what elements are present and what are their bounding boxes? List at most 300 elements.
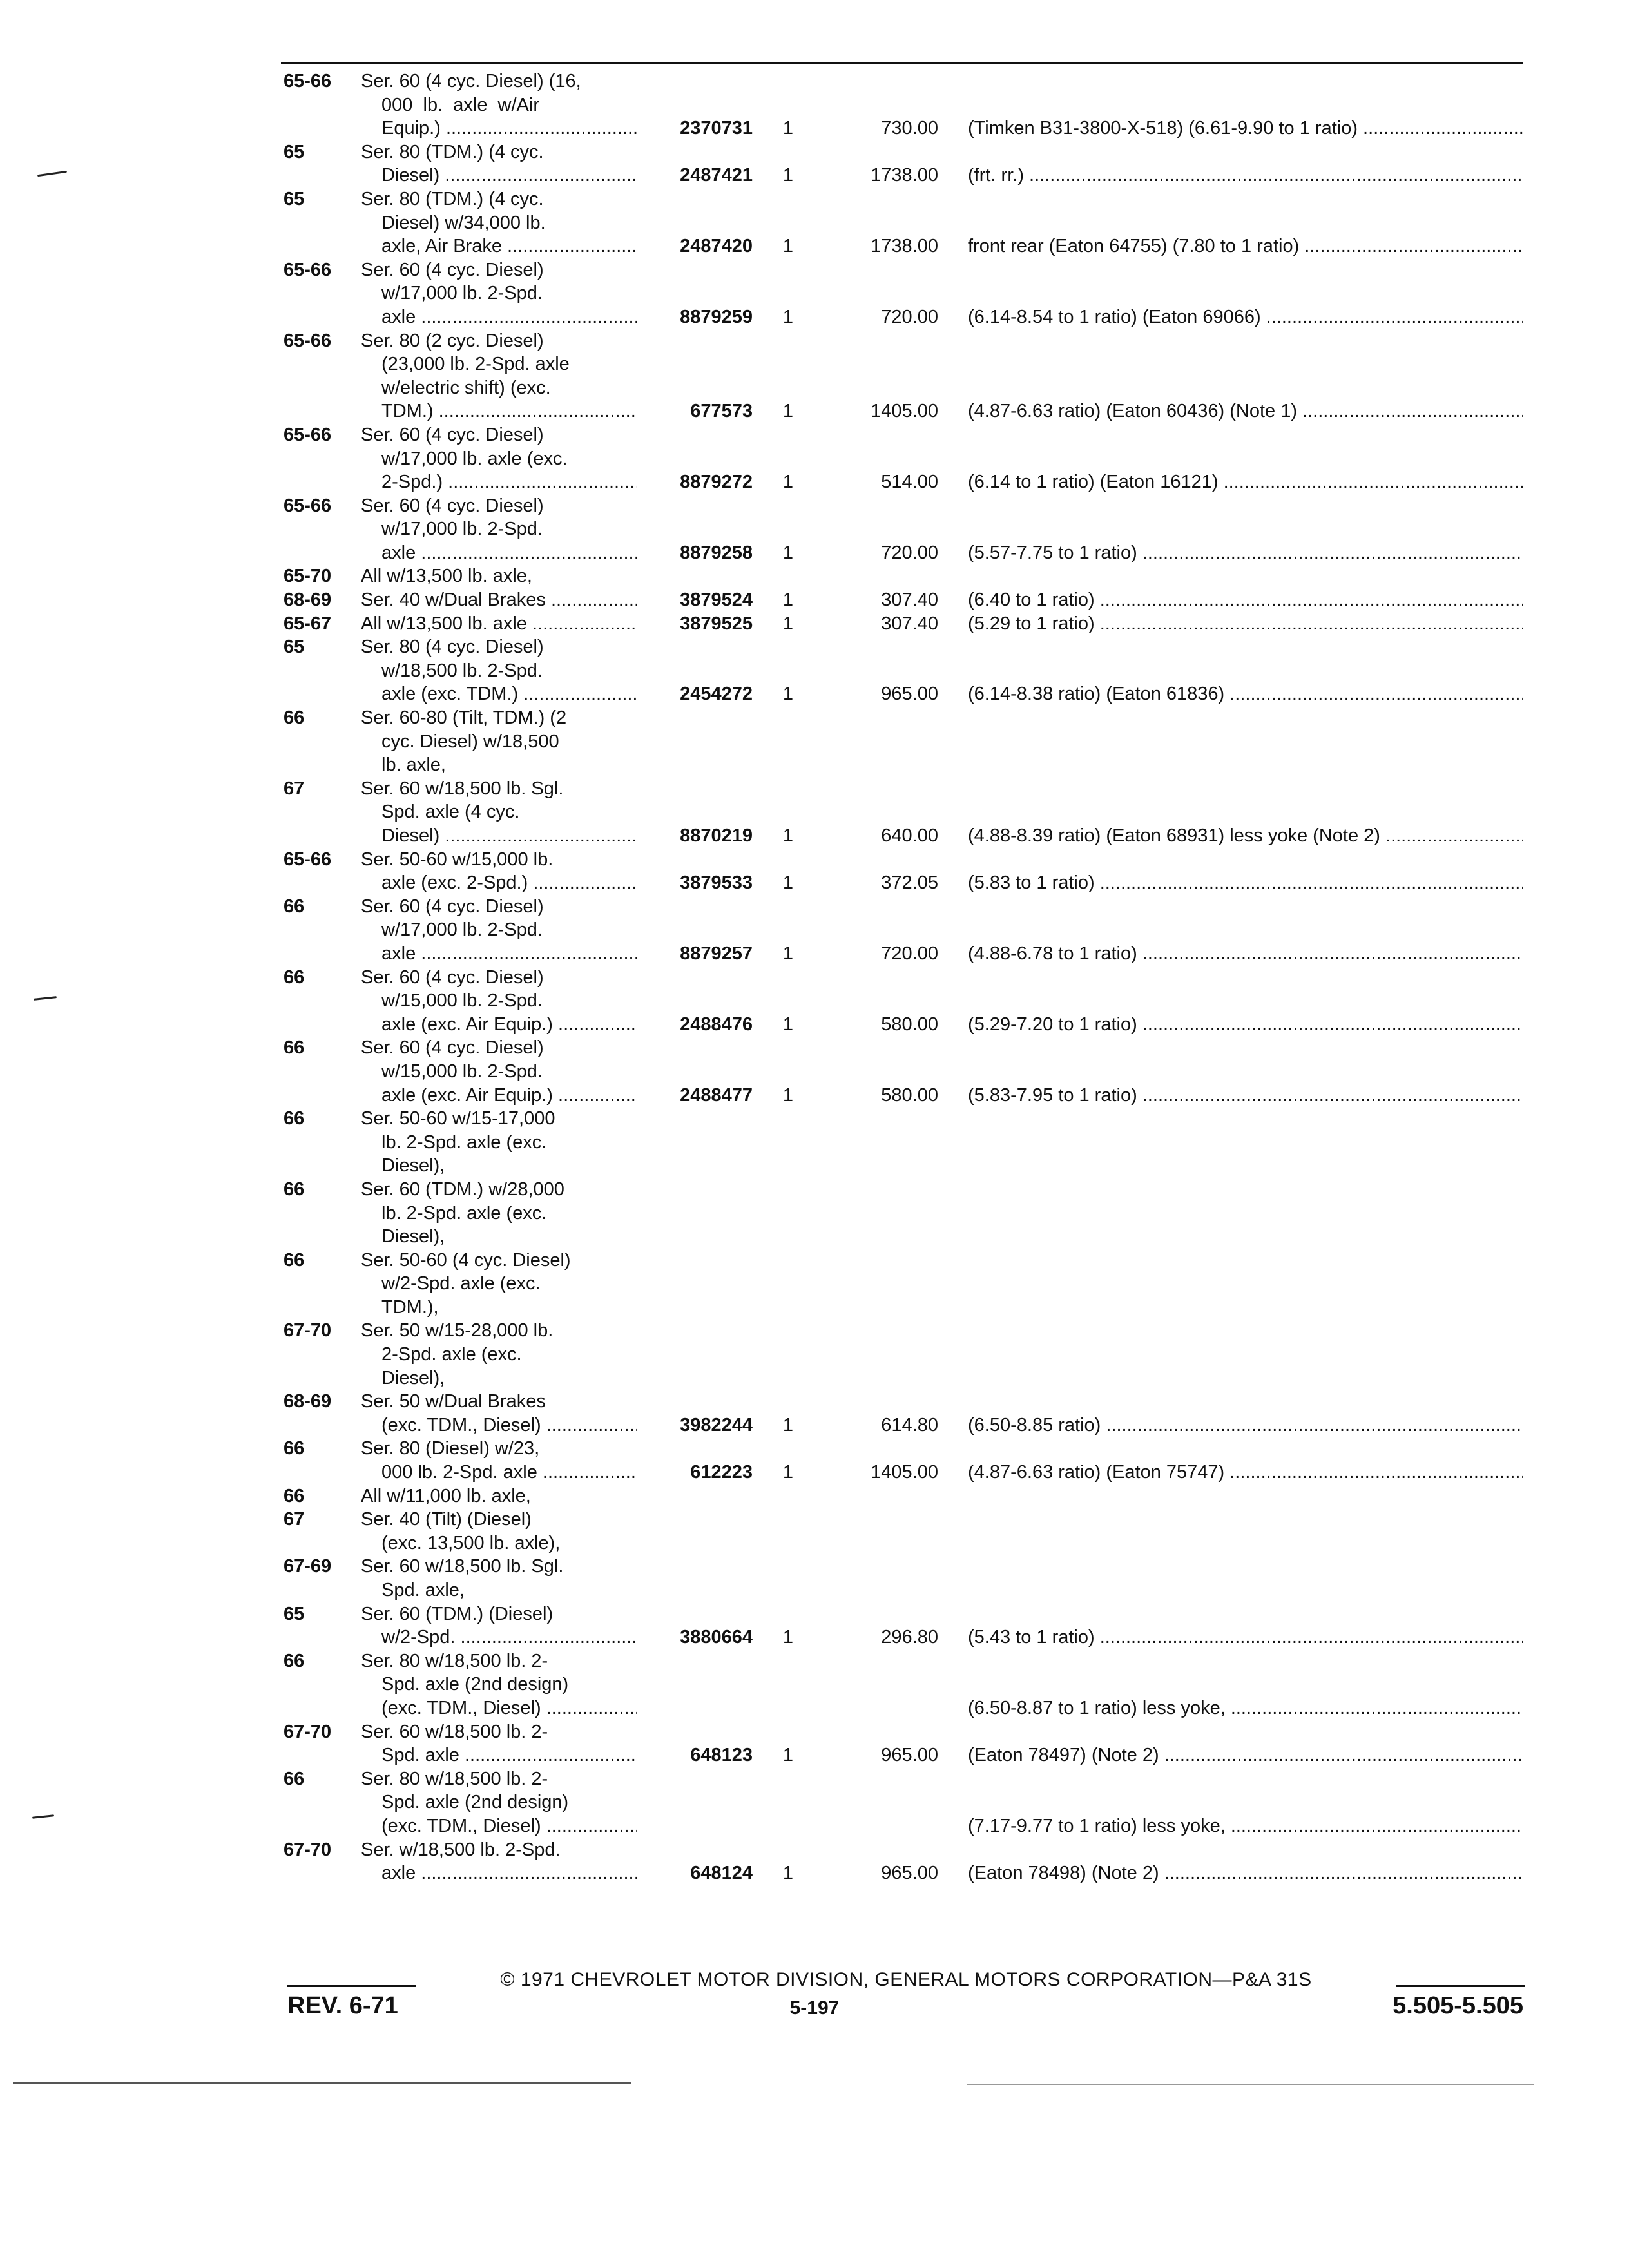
remarks	[938, 777, 1523, 848]
quantity-value: 1	[782, 613, 794, 634]
description-line: 000 lb. 2-Spd. axle .....	[361, 1461, 637, 1485]
quantity	[753, 564, 824, 588]
quantity-value: 1	[782, 542, 794, 563]
remarks	[938, 1390, 1523, 1437]
part-row	[284, 1720, 1523, 1767]
description	[361, 1319, 637, 1390]
description-line: (exc. 13,500 lb. axle),	[381, 1532, 561, 1553]
price-value: 730.00	[881, 118, 938, 139]
price	[824, 1178, 938, 1249]
part-row	[284, 1602, 1523, 1649]
remarks-line: (5.83-7.95 to 1 ratio) .....	[968, 1084, 1523, 1108]
description	[361, 706, 637, 777]
price-value: 640.00	[881, 825, 938, 846]
quantity	[753, 777, 824, 848]
price-value: 1738.00	[871, 236, 938, 257]
description-line: All w/13,500 lb. axle,	[361, 566, 532, 587]
part-number	[637, 777, 753, 848]
part-row	[284, 966, 1523, 1037]
description-line: Diesel) w/34,000 lb.	[381, 212, 546, 233]
part-row	[284, 848, 1523, 895]
part-number	[637, 1107, 753, 1178]
part-row	[284, 564, 1523, 588]
remarks	[938, 70, 1523, 140]
remarks-line: (4.87-6.63 ratio) (Eaton 75747) .....	[968, 1461, 1523, 1485]
part-number	[637, 848, 753, 895]
description-line: axle (exc. TDM.) .....	[361, 682, 637, 706]
page-number: 5-197	[789, 1997, 840, 2019]
price-value: 720.00	[881, 943, 938, 964]
description-line: Ser. 60-80 (Tilt, TDM.) (2	[361, 707, 567, 729]
description-line: (23,000 lb. 2-Spd. axle	[381, 354, 570, 375]
quantity	[753, 1036, 824, 1107]
description-line: Ser. 80 (2 cyc. Diesel)	[361, 330, 544, 351]
description	[361, 1437, 637, 1484]
price-value: 296.80	[881, 1627, 938, 1648]
description-line: Spd. axle (4 cyc.	[381, 802, 520, 823]
remarks-line: (6.50-8.85 ratio) .....	[968, 1414, 1523, 1437]
description-line: axle .....	[361, 541, 637, 565]
part-number-value: 8879258	[680, 542, 753, 563]
revision-label: REV. 6-71	[287, 1992, 398, 2019]
price	[824, 706, 938, 777]
description-line: Ser. 60 (4 cyc. Diesel) (16,	[361, 71, 581, 91]
description-line: w/17,000 lb. axle (exc.	[381, 448, 568, 469]
description-line: Ser. 80 (Diesel) w/23,	[361, 1438, 540, 1459]
remarks	[938, 612, 1523, 636]
model-year: 67	[284, 778, 305, 799]
remarks	[938, 1602, 1523, 1649]
part-number	[637, 1390, 753, 1437]
description-line: Ser. 50-60 w/15,000 lb.	[361, 849, 554, 870]
remarks-line: (5.29-7.20 to 1 ratio) .....	[968, 1013, 1523, 1037]
description-line: w/15,000 lb. 2-Spd.	[381, 990, 543, 1012]
model-year: 65-66	[284, 424, 332, 445]
model-year: 66	[284, 1249, 305, 1271]
price	[824, 1107, 938, 1178]
price	[824, 1485, 938, 1508]
remarks	[938, 1720, 1523, 1767]
remarks	[938, 1319, 1523, 1390]
part-number-value: 8870219	[680, 825, 753, 846]
remarks-line: (4.87-6.63 ratio) (Eaton 60436) (Note 1) .....	[968, 399, 1523, 423]
price	[824, 423, 938, 494]
description-line: Equip.) .....	[361, 117, 637, 140]
model-year: 65-66	[284, 71, 332, 91]
part-number-value: 2487421	[680, 165, 753, 186]
remarks	[938, 258, 1523, 329]
quantity-value: 1	[782, 1014, 794, 1035]
part-number	[637, 423, 753, 494]
quantity	[753, 494, 824, 565]
remarks-line: (5.29 to 1 ratio) .....	[968, 612, 1523, 636]
part-row	[284, 895, 1523, 966]
quantity	[753, 635, 824, 706]
remarks	[938, 1249, 1523, 1320]
remarks-line: (7.17-9.77 to 1 ratio) less yoke, .....	[968, 1814, 1523, 1838]
description	[361, 1602, 637, 1649]
model-year: 67	[284, 1509, 305, 1530]
remarks	[938, 895, 1523, 966]
description-line: Ser. 60 (TDM.) w/28,000	[361, 1178, 564, 1200]
part-row	[284, 258, 1523, 329]
description-line: axle (exc. Air Equip.) .....	[361, 1084, 637, 1108]
price-value: 1405.00	[871, 401, 938, 422]
description	[361, 635, 637, 706]
price	[824, 1036, 938, 1107]
description-line: Ser. 80 (TDM.) (4 cyc.	[361, 141, 544, 162]
part-row	[284, 588, 1523, 612]
part-row	[284, 1249, 1523, 1320]
description-line: Diesel) .....	[361, 164, 637, 187]
part-number	[637, 1485, 753, 1508]
description	[361, 564, 637, 588]
quantity	[753, 1838, 824, 1885]
remarks	[938, 635, 1523, 706]
description	[361, 1508, 637, 1555]
description-line: Ser. 80 (TDM.) (4 cyc.	[361, 188, 544, 209]
margin-mark	[37, 171, 67, 177]
description-line: Spd. axle (2nd design)	[381, 1674, 569, 1695]
price	[824, 258, 938, 329]
description-line: w/electric shift) (exc.	[381, 377, 551, 398]
quantity	[753, 1602, 824, 1649]
remarks-line: front rear (Eaton 64755) (7.80 to 1 ratio) .....	[968, 235, 1523, 258]
part-number	[637, 966, 753, 1037]
description-line: lb. 2-Spd. axle (exc.	[381, 1202, 547, 1224]
remarks-line: (6.14-8.38 ratio) (Eaton 61836) .....	[968, 682, 1523, 706]
part-number-value: 3879524	[680, 590, 753, 611]
part-row	[284, 1767, 1523, 1838]
description-line: 2-Spd. axle (exc.	[381, 1344, 522, 1365]
quantity-value: 1	[782, 165, 794, 186]
quantity-value: 1	[782, 401, 794, 422]
description-line: axle (exc. 2-Spd.) .....	[361, 871, 637, 895]
price	[824, 635, 938, 706]
part-number	[637, 1720, 753, 1767]
quantity	[753, 423, 824, 494]
model-year: 66	[284, 966, 305, 988]
remarks	[938, 1107, 1523, 1178]
description	[361, 1720, 637, 1767]
description-line: axle (exc. Air Equip.) .....	[361, 1013, 637, 1037]
price-value: 307.40	[881, 613, 938, 634]
description-line: Diesel),	[381, 1367, 445, 1389]
description	[361, 612, 637, 636]
remarks-line: (5.83 to 1 ratio) .....	[968, 871, 1523, 895]
part-row	[284, 777, 1523, 848]
part-number-value: 2488477	[680, 1084, 753, 1106]
parts-table	[284, 70, 1523, 1885]
part-number	[637, 1508, 753, 1555]
description	[361, 1107, 637, 1178]
description	[361, 1767, 637, 1838]
quantity	[753, 848, 824, 895]
remarks	[938, 966, 1523, 1037]
description-line: Ser. 60 w/18,500 lb. Sgl.	[361, 778, 564, 799]
remarks	[938, 564, 1523, 588]
model-year: 67-70	[284, 1320, 332, 1341]
quantity	[753, 70, 824, 140]
description-line: Ser. 60 (4 cyc. Diesel)	[361, 896, 544, 917]
part-number	[637, 70, 753, 140]
description-line: Ser. 60 w/18,500 lb. 2-	[361, 1721, 548, 1742]
price	[824, 1508, 938, 1555]
quantity	[753, 1107, 824, 1178]
quantity	[753, 895, 824, 966]
remarks-line: (frt. rr.) .....	[968, 164, 1523, 187]
description	[361, 70, 637, 140]
part-number	[637, 1437, 753, 1484]
description-line: All w/11,000 lb. axle,	[361, 1485, 531, 1506]
description-line: Ser. 50 w/Dual Brakes	[361, 1391, 546, 1412]
part-number-value: 612223	[690, 1462, 753, 1483]
price-value: 614.80	[881, 1414, 938, 1436]
quantity-value: 1	[782, 872, 794, 894]
part-row	[284, 1390, 1523, 1437]
description	[361, 494, 637, 565]
model-year: 66	[284, 707, 305, 729]
description	[361, 1838, 637, 1885]
model-year: 66	[284, 1178, 305, 1200]
margin-mark	[34, 996, 57, 1001]
model-year: 65	[284, 141, 305, 162]
model-year: 66	[284, 1768, 305, 1789]
part-number-value: 3879533	[680, 872, 753, 894]
quantity-value: 1	[782, 684, 794, 705]
model-year: 65	[284, 1603, 305, 1624]
part-row	[284, 1485, 1523, 1508]
remarks-line: (6.14-8.54 to 1 ratio) (Eaton 69066) .....	[968, 305, 1523, 329]
quantity-value: 1	[782, 236, 794, 257]
remarks-line: (Eaton 78497) (Note 2) .....	[968, 1744, 1523, 1767]
remarks	[938, 1036, 1523, 1107]
scan-edge-line	[967, 2084, 1534, 2085]
model-year: 67-70	[284, 1721, 332, 1742]
description-line: w/17,000 lb. 2-Spd.	[381, 919, 543, 941]
part-number	[637, 1555, 753, 1602]
price	[824, 1437, 938, 1484]
price-value: 580.00	[881, 1014, 938, 1035]
model-year: 66	[284, 1650, 305, 1671]
description-line: Ser. 40 (Tilt) (Diesel)	[361, 1509, 532, 1530]
quantity	[753, 1485, 824, 1508]
footer-rule-right	[1396, 1985, 1525, 1987]
description	[361, 777, 637, 848]
model-year: 68-69	[284, 590, 332, 611]
remarks	[938, 423, 1523, 494]
top-rule	[281, 62, 1523, 64]
part-number-value: 3982244	[680, 1414, 753, 1436]
quantity	[753, 1720, 824, 1767]
part-number	[637, 1036, 753, 1107]
part-row	[284, 423, 1523, 494]
quantity-value: 1	[782, 472, 794, 493]
remarks-line: (5.43 to 1 ratio) .....	[968, 1626, 1523, 1649]
remarks-line: (Timken B31-3800-X-518) (6.61-9.90 to 1 ratio) .....	[968, 117, 1523, 140]
model-year: 67-70	[284, 1839, 332, 1860]
description	[361, 848, 637, 895]
description-line: axle .....	[361, 942, 637, 966]
description-line: Ser. 50-60 w/15-17,000	[361, 1108, 555, 1129]
model-year: 66	[284, 1037, 305, 1059]
price	[824, 329, 938, 423]
price	[824, 1319, 938, 1390]
price	[824, 966, 938, 1037]
remarks-line: (4.88-8.39 ratio) (Eaton 68931) less yoke (Note 2) .....	[968, 824, 1523, 848]
model-year: 65-66	[284, 849, 332, 870]
quantity	[753, 612, 824, 636]
quantity	[753, 1508, 824, 1555]
price	[824, 140, 938, 187]
price	[824, 1602, 938, 1649]
part-row	[284, 494, 1523, 565]
part-row	[284, 1107, 1523, 1178]
description-line: All w/13,500 lb. axle .....	[361, 612, 637, 636]
price	[824, 1767, 938, 1838]
price-value: 307.40	[881, 590, 938, 611]
part-number-value: 3880664	[680, 1627, 753, 1648]
description-line: w/15,000 lb. 2-Spd.	[381, 1061, 543, 1082]
description-line: Ser. 40 w/Dual Brakes .....	[361, 588, 637, 612]
part-number-value: 8879272	[680, 472, 753, 493]
description	[361, 258, 637, 329]
margin-mark	[32, 1814, 54, 1819]
part-number	[637, 1767, 753, 1838]
quantity-value: 1	[782, 1863, 794, 1884]
part-row	[284, 612, 1523, 636]
part-row	[284, 329, 1523, 423]
description-line: Spd. axle (2nd design)	[381, 1792, 569, 1813]
description-line: Ser. 80 w/18,500 lb. 2-	[361, 1768, 548, 1789]
description	[361, 187, 637, 258]
remarks	[938, 140, 1523, 187]
description-line: Ser. 60 (4 cyc. Diesel)	[361, 966, 544, 988]
quantity	[753, 1437, 824, 1484]
price	[824, 777, 938, 848]
part-number-value: 2487420	[680, 236, 753, 257]
part-number-value: 3879525	[680, 613, 753, 634]
quantity-value: 1	[782, 1084, 794, 1106]
price	[824, 895, 938, 966]
description-line: Ser. 60 (4 cyc. Diesel)	[361, 1037, 544, 1059]
part-row	[284, 635, 1523, 706]
quantity	[753, 966, 824, 1037]
price	[824, 1555, 938, 1602]
part-number-value: 677573	[690, 401, 753, 422]
part-number	[637, 895, 753, 966]
description-line: (exc. TDM., Diesel) .....	[361, 1696, 637, 1720]
part-number	[637, 1838, 753, 1885]
price	[824, 1390, 938, 1437]
description-line: Ser. 60 w/18,500 lb. Sgl.	[361, 1556, 564, 1577]
description-line: Ser. 60 (4 cyc. Diesel)	[361, 259, 544, 280]
model-year: 65	[284, 637, 305, 658]
quantity-value: 1	[782, 1462, 794, 1483]
remarks-line: (6.40 to 1 ratio) .....	[968, 588, 1523, 612]
price-value: 1405.00	[871, 1462, 938, 1483]
part-number	[637, 564, 753, 588]
remarks	[938, 1838, 1523, 1885]
price-value: 965.00	[881, 1863, 938, 1884]
price	[824, 612, 938, 636]
description-line: axle .....	[361, 305, 637, 329]
copyright-text: © 1971 CHEVROLET MOTOR DIVISION, GENERAL MOTORS CORPORATION—P&A 31S	[500, 1969, 1312, 1990]
remarks	[938, 329, 1523, 423]
remarks	[938, 706, 1523, 777]
part-number	[637, 1649, 753, 1720]
quantity	[753, 1649, 824, 1720]
part-row	[284, 1838, 1523, 1885]
remarks	[938, 494, 1523, 565]
price-value: 514.00	[881, 472, 938, 493]
description-line: w/18,500 lb. 2-Spd.	[381, 660, 543, 681]
quantity-value: 1	[782, 825, 794, 846]
description-line: axle, Air Brake .....	[361, 235, 637, 258]
part-row	[284, 1036, 1523, 1107]
copyright-line	[287, 1969, 1525, 1991]
description	[361, 1485, 637, 1508]
part-number-value: 2454272	[680, 684, 753, 705]
part-row	[284, 1649, 1523, 1720]
remarks-line: (6.50-8.87 to 1 ratio) less yoke, .....	[968, 1696, 1523, 1720]
quantity-value: 1	[782, 943, 794, 964]
model-year: 68-69	[284, 1391, 332, 1412]
description-line: Spd. axle .....	[361, 1744, 637, 1767]
part-number	[637, 1319, 753, 1390]
remarks	[938, 1485, 1523, 1508]
description-line: TDM.),	[381, 1296, 439, 1318]
remarks-line: (5.57-7.75 to 1 ratio) .....	[968, 541, 1523, 565]
remarks	[938, 187, 1523, 258]
remarks	[938, 1649, 1523, 1720]
price	[824, 1838, 938, 1885]
description-line: axle .....	[361, 1861, 637, 1885]
description	[361, 1036, 637, 1107]
description-line: Diesel) .....	[361, 824, 637, 848]
description-line: Ser. 50 w/15-28,000 lb.	[361, 1320, 554, 1341]
price	[824, 70, 938, 140]
description	[361, 1555, 637, 1602]
quantity	[753, 1767, 824, 1838]
part-number	[637, 612, 753, 636]
remarks	[938, 1178, 1523, 1249]
description	[361, 140, 637, 187]
part-number-value: 648123	[690, 1745, 753, 1766]
part-number-value: 648124	[690, 1863, 753, 1884]
part-number-value: 2370731	[680, 118, 753, 139]
price-value: 580.00	[881, 1084, 938, 1106]
part-number	[637, 187, 753, 258]
part-number	[637, 635, 753, 706]
part-number-value: 8879257	[680, 943, 753, 964]
part-row	[284, 1508, 1523, 1555]
description-line: cyc. Diesel) w/18,500	[381, 731, 559, 752]
quantity	[753, 706, 824, 777]
description-line: lb. axle,	[381, 754, 446, 776]
part-row	[284, 140, 1523, 187]
description-line: Ser. 80 (4 cyc. Diesel)	[361, 637, 544, 658]
part-number	[637, 588, 753, 612]
description-line: Spd. axle,	[381, 1580, 465, 1600]
price-value: 372.05	[881, 872, 938, 894]
description-line: Ser. 50-60 (4 cyc. Diesel)	[361, 1249, 571, 1271]
remarks-line: (Eaton 78498) (Note 2) .....	[968, 1861, 1523, 1885]
description	[361, 423, 637, 494]
description	[361, 329, 637, 423]
model-year: 65	[284, 188, 305, 209]
part-number	[637, 1178, 753, 1249]
